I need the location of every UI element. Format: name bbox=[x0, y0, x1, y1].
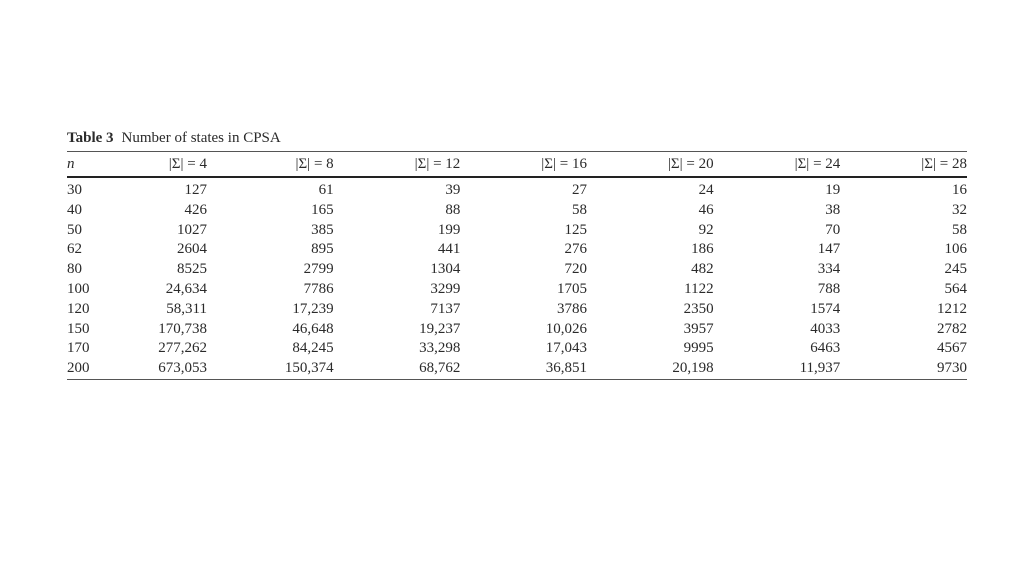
table-body bbox=[67, 177, 967, 379]
table-row bbox=[67, 300, 967, 320]
table-cell: 2799 bbox=[303, 261, 334, 278]
table-cell: 70 bbox=[825, 221, 841, 238]
table-cell: 245 bbox=[944, 261, 967, 278]
table-cell: 46,648 bbox=[292, 320, 334, 337]
table-row bbox=[67, 359, 967, 379]
table-cell: 4033 bbox=[810, 320, 841, 337]
table-header-row bbox=[67, 152, 967, 178]
table-cell: 32 bbox=[952, 201, 967, 218]
table-cell: 7786 bbox=[303, 280, 334, 297]
table-cell: 895 bbox=[311, 241, 334, 258]
column-header-sigma: |Σ| = 12 bbox=[414, 155, 461, 172]
table-block bbox=[67, 129, 967, 380]
table-cell: 441 bbox=[437, 241, 461, 258]
table-cell: 20,198 bbox=[587, 359, 714, 379]
table-row bbox=[67, 177, 967, 201]
row-n-cell: 200 bbox=[67, 359, 127, 379]
table-cell: 720 bbox=[564, 261, 587, 278]
table-cell: 334 bbox=[817, 261, 841, 278]
table-cell: 19 bbox=[825, 182, 841, 198]
table-cell: 17,239 bbox=[292, 300, 334, 317]
table-cell: 17,043 bbox=[545, 340, 587, 357]
column-header-sigma: |Σ| = 16 bbox=[541, 155, 587, 172]
table-cell: 58 bbox=[571, 201, 587, 218]
column-header-n: n bbox=[67, 155, 75, 172]
table-cell: 385 bbox=[311, 221, 334, 238]
table-cell: 1705 bbox=[556, 280, 587, 297]
table-cell: 16 bbox=[952, 182, 967, 198]
table-cell: 27 bbox=[571, 182, 587, 198]
table-cell: 9730 bbox=[840, 359, 967, 379]
table-row bbox=[67, 260, 967, 280]
table-cell: 88 bbox=[445, 201, 461, 218]
table-cell: 2782 bbox=[937, 320, 967, 337]
table-cell: 92 bbox=[698, 221, 714, 238]
table-cell: 2350 bbox=[683, 300, 714, 317]
table-cell: 186 bbox=[691, 241, 714, 258]
table-row bbox=[67, 280, 967, 300]
table-cell: 39 bbox=[445, 182, 461, 198]
table-cell: 147 bbox=[817, 241, 841, 258]
table-cell: 276 bbox=[564, 241, 587, 258]
table-cell: 46 bbox=[698, 201, 714, 218]
table-cell: 673,053 bbox=[127, 359, 207, 379]
table-caption-label: Table 3 bbox=[67, 130, 114, 146]
table-cell: 564 bbox=[944, 280, 967, 297]
column-header-sigma: |Σ| = 28 bbox=[921, 155, 967, 172]
table-cell: 3786 bbox=[556, 300, 587, 317]
table-cell: 127 bbox=[184, 182, 207, 198]
table-cell: 7137 bbox=[430, 300, 461, 317]
table-cell: 68,762 bbox=[334, 359, 461, 379]
table-cell: 1574 bbox=[810, 300, 841, 317]
table-cell: 199 bbox=[437, 221, 461, 238]
table-cell: 9995 bbox=[683, 340, 714, 357]
table-caption-text: Number of states in CPSA bbox=[121, 130, 281, 146]
column-header-sigma: |Σ| = 20 bbox=[667, 155, 714, 172]
table-cell: 106 bbox=[944, 241, 967, 258]
row-n-cell: 50 bbox=[67, 221, 82, 238]
table-cell: 150,374 bbox=[207, 359, 334, 379]
table-cell: 61 bbox=[318, 182, 334, 198]
row-n-cell: 62 bbox=[67, 241, 82, 258]
table-cell: 6463 bbox=[810, 340, 841, 357]
table-cell: 125 bbox=[564, 221, 587, 238]
table-cell: 8525 bbox=[177, 261, 207, 278]
row-n-cell: 170 bbox=[67, 340, 90, 357]
table-cell: 58,311 bbox=[166, 300, 207, 317]
table-cell: 1122 bbox=[684, 280, 714, 297]
column-header-sigma: |Σ| = 24 bbox=[794, 155, 841, 172]
table-row bbox=[67, 339, 967, 359]
data-table bbox=[67, 151, 967, 380]
table-cell: 277,262 bbox=[158, 340, 207, 357]
table-row bbox=[67, 221, 967, 241]
table-cell: 1027 bbox=[177, 221, 207, 238]
column-header-sigma: |Σ| = 4 bbox=[168, 155, 207, 172]
row-n-cell: 150 bbox=[67, 320, 90, 337]
table-cell: 170,738 bbox=[158, 320, 207, 337]
column-header-sigma: |Σ| = 8 bbox=[295, 155, 334, 172]
table-cell: 1212 bbox=[937, 300, 967, 317]
table-row bbox=[67, 201, 967, 221]
table-cell: 19,237 bbox=[419, 320, 461, 337]
row-n-cell: 100 bbox=[67, 280, 90, 297]
table-cell: 3299 bbox=[430, 280, 461, 297]
table-cell: 426 bbox=[184, 201, 207, 218]
table-cell: 84,245 bbox=[292, 340, 334, 357]
row-n-cell: 120 bbox=[67, 300, 90, 317]
table-cell: 36,851 bbox=[460, 359, 587, 379]
table-cell: 24 bbox=[698, 182, 714, 198]
table-cell: 2604 bbox=[177, 241, 207, 258]
table-cell: 482 bbox=[691, 261, 714, 278]
table-cell: 4567 bbox=[937, 340, 967, 357]
table-cell: 11,937 bbox=[714, 359, 841, 379]
table-cell: 24,634 bbox=[165, 280, 207, 297]
table-cell: 33,298 bbox=[419, 340, 461, 357]
table-cell: 58 bbox=[952, 221, 967, 238]
table-cell: 165 bbox=[311, 201, 334, 218]
row-n-cell: 30 bbox=[67, 182, 82, 198]
table-cell: 1304 bbox=[430, 261, 461, 278]
row-n-cell: 40 bbox=[67, 201, 82, 218]
table-row bbox=[67, 320, 967, 340]
table-cell: 788 bbox=[817, 280, 841, 297]
row-n-cell: 80 bbox=[67, 261, 82, 278]
table-cell: 10,026 bbox=[545, 320, 587, 337]
table-cell: 38 bbox=[825, 201, 841, 218]
table-row bbox=[67, 240, 967, 260]
table-cell: 3957 bbox=[683, 320, 714, 337]
table-caption bbox=[67, 129, 967, 147]
